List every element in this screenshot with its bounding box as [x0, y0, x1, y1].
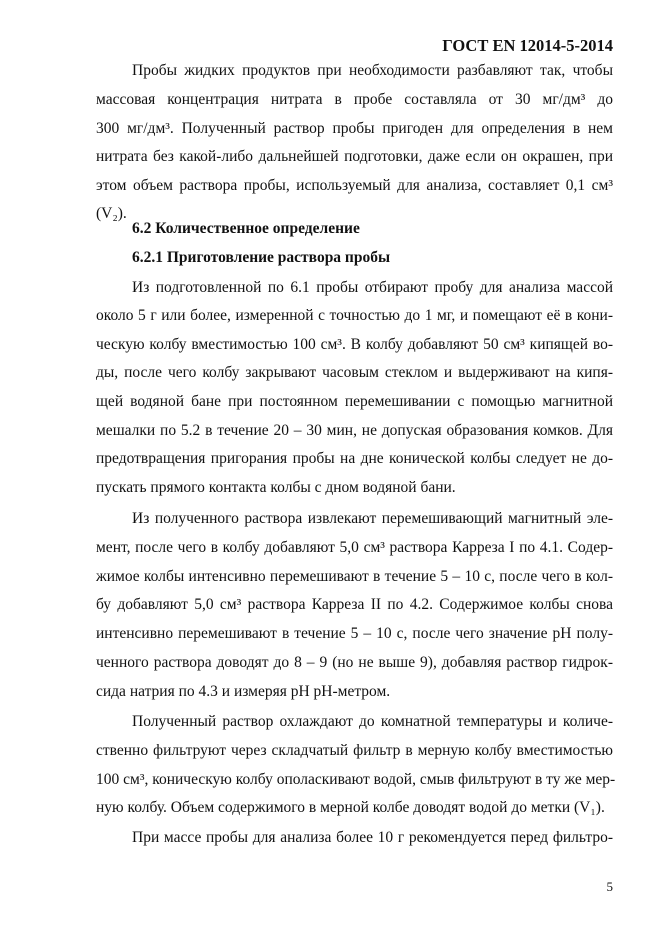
paragraph-line: мент, после чего в колбу добавляют 5,0 см³ раствора Карреза I по 4.1. Содер-	[96, 539, 613, 556]
paragraph-line: ченного раствора доводят до 8 – 9 (но не выше 9), добавляя раствор гидрок-	[96, 654, 613, 671]
paragraph-line: При массе пробы для анализа более 10 г рекомендуется перед фильтро-	[132, 829, 613, 846]
paragraph-line: мешалки по 5.2 в течение 20 – 30 мин, не допуская образования комков. Для	[96, 422, 613, 439]
paragraph-line: сида натрия по 4.3 и измеряя pH pH-метром.	[96, 683, 391, 700]
paragraph-line: 300 мг/дм³. Полученный раствор пробы пригоден для определения в нем	[96, 120, 613, 137]
page-number: 5	[606, 879, 613, 894]
paragraph-line: массовая концентрация нитрата в пробе составляла от 30 мг/дм³ до	[96, 91, 613, 108]
paragraph-line: Из полученного раствора извлекают перемешивающий магнитный эле-	[132, 510, 613, 527]
paragraph-line: интенсивно перемешивают в течение 5 – 10 с, после чего значение pH полу-	[96, 625, 613, 642]
paragraph-line: Пробы жидких продуктов при необходимости разбавляют так, чтобы	[132, 62, 613, 79]
paragraph-line: около 5 г или более, измеренной с точностью до 1 мг, и помещают её в кони-	[96, 307, 613, 324]
paragraph-line: ческую колбу вместимостью 100 см³. В колбу добавляют 50 см³ кипящей во-	[96, 336, 613, 353]
paragraph-line: Из подготовленной по 6.1 пробы отбирают пробу для анализа массой	[132, 279, 613, 296]
paragraph-line: нитрата без какой-либо дальнейшей подготовки, даже если он окрашен, при	[96, 148, 613, 165]
paragraph-line: Полученный раствор охлаждают до комнатной температуры и количе-	[132, 713, 613, 730]
section-heading: 6.2.1 Приготовление раствора пробы	[132, 249, 391, 266]
document-header-title: ГОСТ EN 12014-5-2014	[442, 36, 613, 55]
paragraph-line: этом объем раствора пробы, используемый для анализа, составляет 0,1 см³	[96, 177, 613, 194]
paragraph-line: ную колбу. Объем содержимого в мерной колбе доводят водой до метки (V₁).	[96, 799, 605, 816]
paragraph-line: бу добавляют 5,0 см³ раствора Карреза II по 4.2. Содержимое колбы снова	[96, 596, 613, 613]
section-heading: 6.2 Количественное определение	[132, 220, 360, 237]
paragraph-line: (V₂).	[96, 205, 127, 222]
paragraph-line: ды, после чего колбу закрывают часовым стеклом и выдерживают на кипя-	[96, 364, 613, 381]
paragraph-line: пускать прямого контакта колбы с дном водяной бани.	[96, 479, 456, 496]
paragraph-line: жимое колбы интенсивно перемешивают в течение 5 – 10 с, после чего в кол-	[96, 568, 613, 585]
paragraph-line: ственно фильтруют через складчатый фильтр в мерную колбу вместимостью	[96, 742, 613, 759]
paragraph-line: 100 см³, коническую колбу ополаскивают водой, смыв фильтруют в ту же мер-	[96, 771, 616, 788]
paragraph-line: предотвращения пригорания пробы на дне конической колбы следует не до-	[96, 450, 613, 467]
paragraph-line: щей водяной бане при постоянном перемешивании с помощью магнитной	[96, 393, 613, 410]
